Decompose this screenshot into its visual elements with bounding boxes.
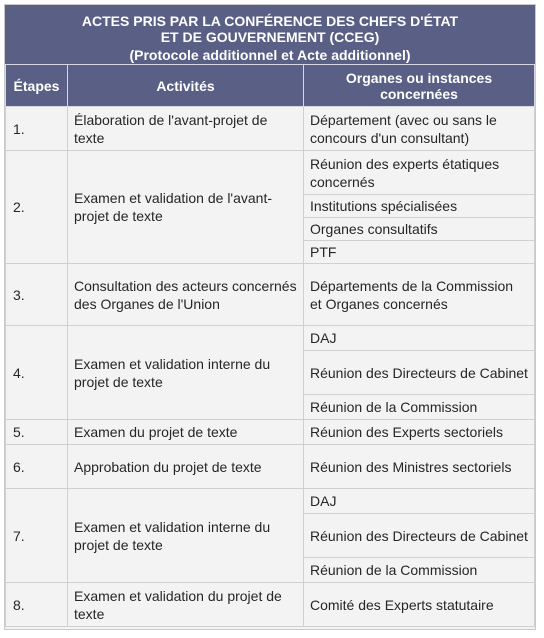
organ-item: Réunion des Directeurs de Cabinet xyxy=(304,513,534,557)
organs-list xyxy=(310,107,528,150)
organs-list xyxy=(310,583,528,626)
organ-item: DAJ xyxy=(310,493,337,509)
header-organes: Organes ou instances concernées xyxy=(304,65,535,107)
table-row xyxy=(6,489,535,583)
organ-item: Comité des Experts statutaire xyxy=(310,596,494,613)
organs-cell xyxy=(304,264,535,326)
title-line-2: ET DE GOUVERNEMENT (CCEG) xyxy=(160,29,380,45)
organs-cell xyxy=(304,489,535,583)
step-cell: 8. xyxy=(6,583,68,627)
organs-cell xyxy=(304,151,535,264)
organ-item: Organes consultatifs xyxy=(304,217,534,240)
step-cell: 7. xyxy=(6,489,68,583)
organs-cell xyxy=(304,583,535,627)
organ-item: Réunion de la Commission xyxy=(304,557,534,582)
organ-item: Réunion de la Commission xyxy=(304,394,534,419)
title-line-1: ACTES PRIS PAR LA CONFÉRENCE DES CHEFS D'ÉTAT xyxy=(81,13,459,29)
organs-list xyxy=(310,151,528,263)
table-row xyxy=(6,264,535,326)
acts-table-frame xyxy=(4,4,536,630)
activity-cell: Approbation du projet de texte xyxy=(68,445,304,489)
step-cell: 2. xyxy=(6,151,68,264)
organ-item: Réunion des Ministres sectoriels xyxy=(310,458,512,475)
organ-item: Départements de la Commission et Organes concernés xyxy=(310,277,514,312)
organ-item: Institutions spécialisées xyxy=(304,194,534,217)
activity-cell: Examen et validation interne du projet de texte xyxy=(68,489,304,583)
organs-cell xyxy=(304,107,535,151)
table-title xyxy=(5,5,535,64)
activity-cell: Examen et validation interne du projet de texte xyxy=(68,326,304,420)
organs-cell xyxy=(304,445,535,489)
table-row xyxy=(6,420,535,445)
title-line-3: (Protocole additionnel et Acte additionnel) xyxy=(129,47,411,63)
activity-cell: Élaboration de l'avant-projet de texte xyxy=(68,107,304,151)
organ-item: Département (avec ou sans le concours d'un consultant) xyxy=(310,111,497,146)
organs-list xyxy=(310,489,528,582)
organs-list xyxy=(310,264,528,325)
table-row xyxy=(6,583,535,627)
activity-cell: Examen et validation du projet de texte xyxy=(68,583,304,627)
table-row xyxy=(6,326,535,420)
organ-item: Réunion des Experts sectoriels xyxy=(310,424,503,440)
organ-item: Réunion des Directeurs de Cabinet xyxy=(304,350,534,394)
organ-item: DAJ xyxy=(310,330,337,346)
step-cell: 3. xyxy=(6,264,68,326)
activity-cell: Consultation des acteurs concernés des Organes de l'Union xyxy=(68,264,304,326)
header-activites: Activités xyxy=(68,65,304,107)
step-cell: 4. xyxy=(6,326,68,420)
activity-cell: Examen et validation de l'avant-projet de texte xyxy=(68,151,304,264)
organs-cell xyxy=(304,420,535,445)
organs-list xyxy=(310,420,528,444)
organs-cell xyxy=(304,326,535,420)
step-cell: 5. xyxy=(6,420,68,445)
organ-item: PTF xyxy=(304,240,534,263)
step-cell: 1. xyxy=(6,107,68,151)
activity-cell: Examen du projet de texte xyxy=(68,420,304,445)
organ-item: Réunion des experts étatiques concernés xyxy=(310,155,500,190)
table-row xyxy=(6,107,535,151)
table-row xyxy=(6,445,535,489)
step-cell: 6. xyxy=(6,445,68,489)
organs-list xyxy=(310,326,528,419)
organs-list xyxy=(310,445,528,488)
header-row xyxy=(6,65,535,107)
header-etapes: Étapes xyxy=(6,65,68,107)
acts-table xyxy=(5,64,535,627)
table-row xyxy=(6,151,535,264)
